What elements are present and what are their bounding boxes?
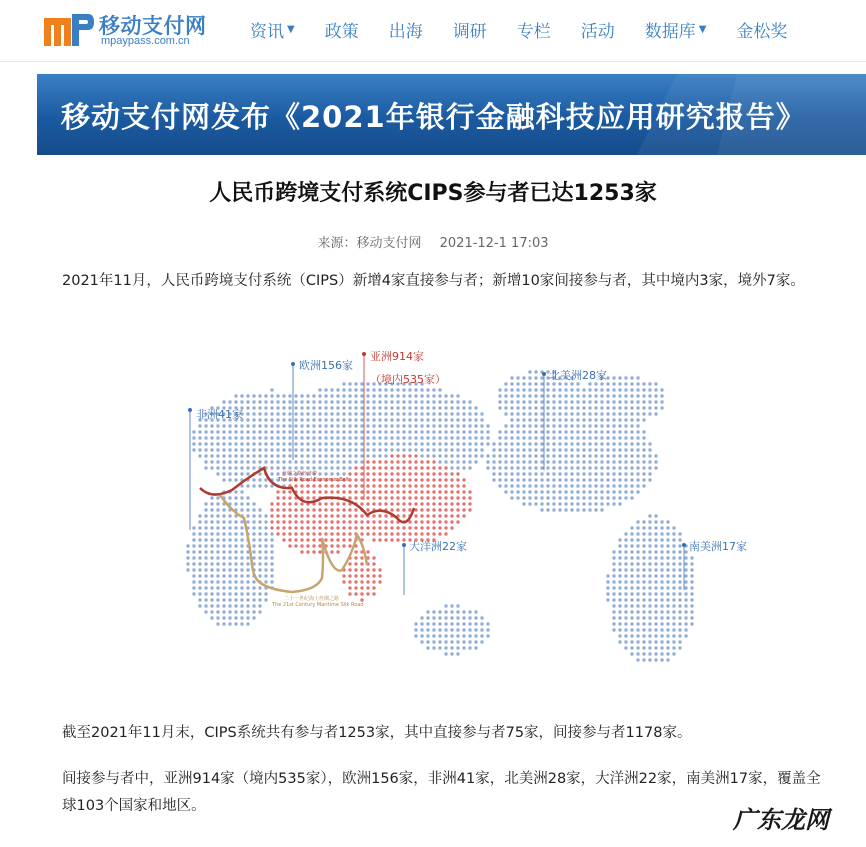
map-label-north-america: 北美洲28家: [549, 369, 607, 382]
site-logo[interactable]: [44, 10, 224, 50]
nav-item-label: 专栏: [516, 22, 551, 42]
article-paragraph-1: 2021年11月，人民币跨境支付系统（CIPS）新增4家直接参与者；新增10家间接参与者，其中境内3家，境外7家。: [62, 273, 805, 289]
world-map-image: [152, 340, 748, 698]
nav-item-0[interactable]: [250, 17, 295, 42]
nav-item-label: 金松奖: [736, 22, 788, 42]
article-title: 人民币跨境支付系统CIPS参与者已达1253家: [209, 181, 657, 206]
silk-road-label-cn: 丝绸之路经济带: [282, 471, 318, 477]
nav-item-5[interactable]: [581, 17, 615, 42]
nav-item-6[interactable]: [645, 17, 707, 42]
map-label-south-america: 南美洲17家: [689, 540, 747, 553]
map-label-asia-domestic: （境内535家）: [370, 373, 446, 386]
nav-item-2[interactable]: [389, 17, 423, 42]
map-label-africa: 非洲41家: [196, 408, 243, 421]
map-label-oceania: 大洋洲22家: [409, 540, 467, 553]
nav-item-label: 出海: [388, 22, 423, 42]
logo-domain: mpaypass.com.cn: [101, 35, 190, 47]
site-watermark: 广东龙网: [733, 806, 829, 834]
promo-banner[interactable]: [37, 74, 866, 155]
map-label-asia: 亚洲914家: [370, 350, 424, 363]
article-meta: [0, 232, 866, 251]
maritime-label-cn: 二十一世纪海上丝绸之路: [284, 596, 340, 602]
article-paragraph-3: 间接参与者中，亚洲914家（境内535家），欧洲156家，非洲41家，北美洲28家，大洋洲22家，南美洲17家，覆盖全球103个国家和地区。: [62, 771, 821, 814]
caret-down-icon: ▼: [287, 24, 295, 35]
map-label-europe: 欧洲156家: [299, 359, 353, 372]
world-dot-map: [152, 340, 748, 698]
article-paragraph-2: 截至2021年11月末，CIPS系统共有参与者1253家，其中直接参与者75家，间接参与者1178家。: [62, 725, 692, 741]
nav-item-7[interactable]: [736, 17, 787, 42]
silk-road-label-en: The Silk Road Economic Belt: [278, 477, 350, 483]
main-nav: [250, 17, 817, 42]
site-header: [0, 0, 866, 62]
nav-item-label: 政策: [324, 22, 359, 42]
caret-down-icon: ▼: [698, 24, 707, 35]
article-source: 来源：移动支付网: [317, 236, 422, 251]
article-date: 2021-12-1 17:03: [439, 236, 549, 251]
logo-text: 移动支付网: [99, 14, 207, 38]
maritime-label-en: The 21st Century Maritime Silk Road: [272, 602, 364, 608]
nav-item-3[interactable]: [453, 17, 487, 42]
nav-item-label: 数据库: [644, 22, 696, 42]
banner-text: 移动支付网发布《2021年银行金融科技应用研究报告》: [61, 100, 806, 134]
nav-item-label: 调研: [452, 22, 487, 42]
nav-item-label: 资讯: [250, 22, 284, 42]
nav-item-1[interactable]: [325, 17, 359, 42]
nav-item-label: 活动: [580, 22, 615, 42]
mp-logo-icon: [44, 12, 94, 48]
nav-item-4[interactable]: [517, 17, 551, 42]
